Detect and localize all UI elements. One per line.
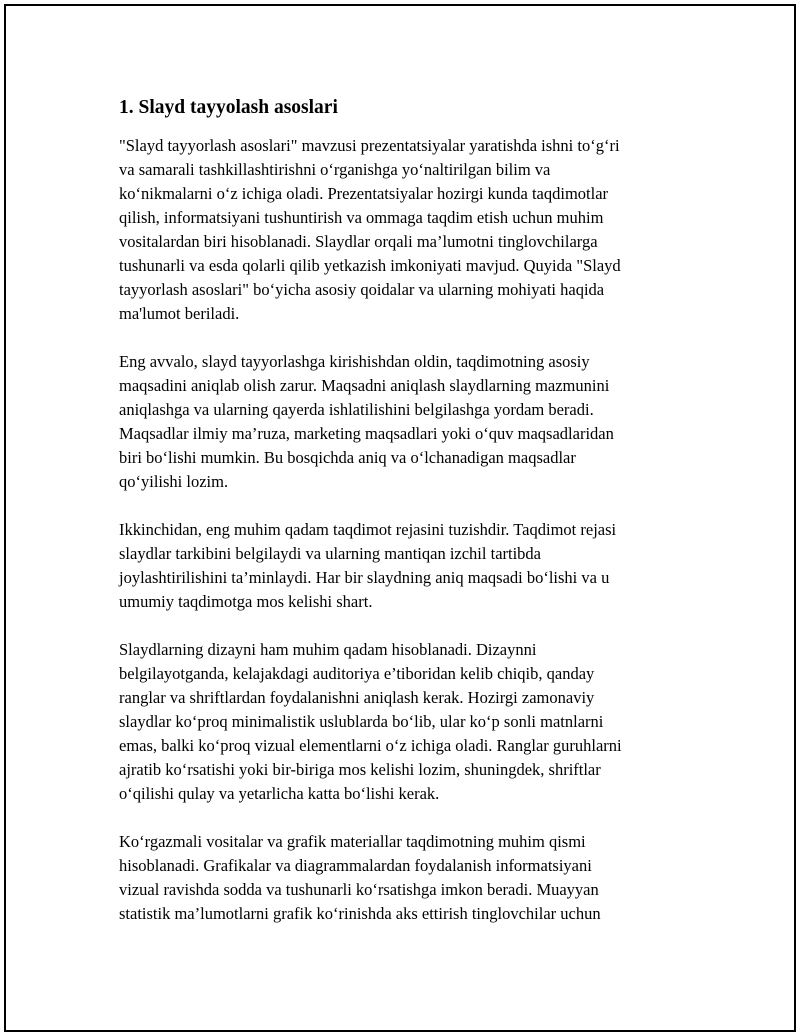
document-body [119,94,694,950]
section-heading: 1. Slayd tayyolash asoslari [119,97,338,118]
page-frame [4,4,796,1032]
paragraph-intro: "Slayd tayyorlash asoslari" mavzusi prezentatsiyalar yaratishda ishni to‘g‘ri va samarali tashkillashtirishni o‘rganishga yo‘naltirilgan bilim va ko‘nikmalarni o‘z ichiga oladi. Prezentatsiyalar hozirgi kunda taqdimotlar qilish, informatsiyani tushuntirish va ommaga taqdim etish uchun muhim vositalardan biri hisoblanadi. Slaydlar orqali ma’lumotni tinglovchilarga tushunarli va esda qolarli qilib yetkazish imkoniyati mavjud. Quyida "Slayd tayyorlash asoslari" bo‘yicha asosiy qoidalar va ularning mohiyati haqida ma'lumot beriladi. [119,136,621,323]
paragraph-design: Slaydlarning dizayni ham muhim qadam hisoblanadi. Dizaynni belgilayotganda, kelajakdagi auditoriya e’tiboridan kelib chiqib, qanday ranglar va shriftlardan foydalanishni aniqlash kerak. Hozirgi zamonaviy slaydlar ko‘proq minimalistik uslublarda bo‘lib, ular ko‘p sonli matnlarni emas, balki ko‘proq vizual elementlarni o‘z ichiga oladi. Ranglar guruhlarni ajratib ko‘rsatishi yoki bir-biriga mos kelishi lozim, shuningdek, shriftlar o‘qilishi qulay va yetarlicha katta bo‘lishi kerak. [119,640,622,803]
paragraph-plan: Ikkinchidan, eng muhim qadam taqdimot rejasini tuzishdir. Taqdimot rejasi slaydlar tarkibini belgilaydi va ularning mantiqan izchil tartibda joylashtirilishini ta’minlaydi. Har bir slaydning aniq maqsadi bo‘lishi va u umumiy taqdimotga mos kelishi shart. [119,520,617,611]
paragraph-visuals: Ko‘rgazmali vositalar va grafik materiallar taqdimotning muhim qismi hisoblanadi. Grafikalar va diagrammalardan foydalanish informatsiyani vizual ravishda sodda va tushunarli ko‘rsatishga imkon beradi. Muayyan statistik ma’lumotlarni grafik ko‘rinishda aks ettirish tinglovchilar uchun [119,832,601,923]
paragraph-goal: Eng avvalo, slayd tayyorlashga kirishishdan oldin, taqdimotning asosiy maqsadini aniqlab olish zarur. Maqsadni aniqlash slaydlarning mazmunini aniqlashga va ularning qayerda ishlatilishini belgilashga yordam beradi. Maqsadlar ilmiy ma’ruza, marketing maqsadlari yoki o‘quv maqsadlaridan biri bo‘lishi mumkin. Bu bosqichda aniq va o‘lchanadigan maqsadlar qo‘yilishi lozim. [119,352,614,491]
